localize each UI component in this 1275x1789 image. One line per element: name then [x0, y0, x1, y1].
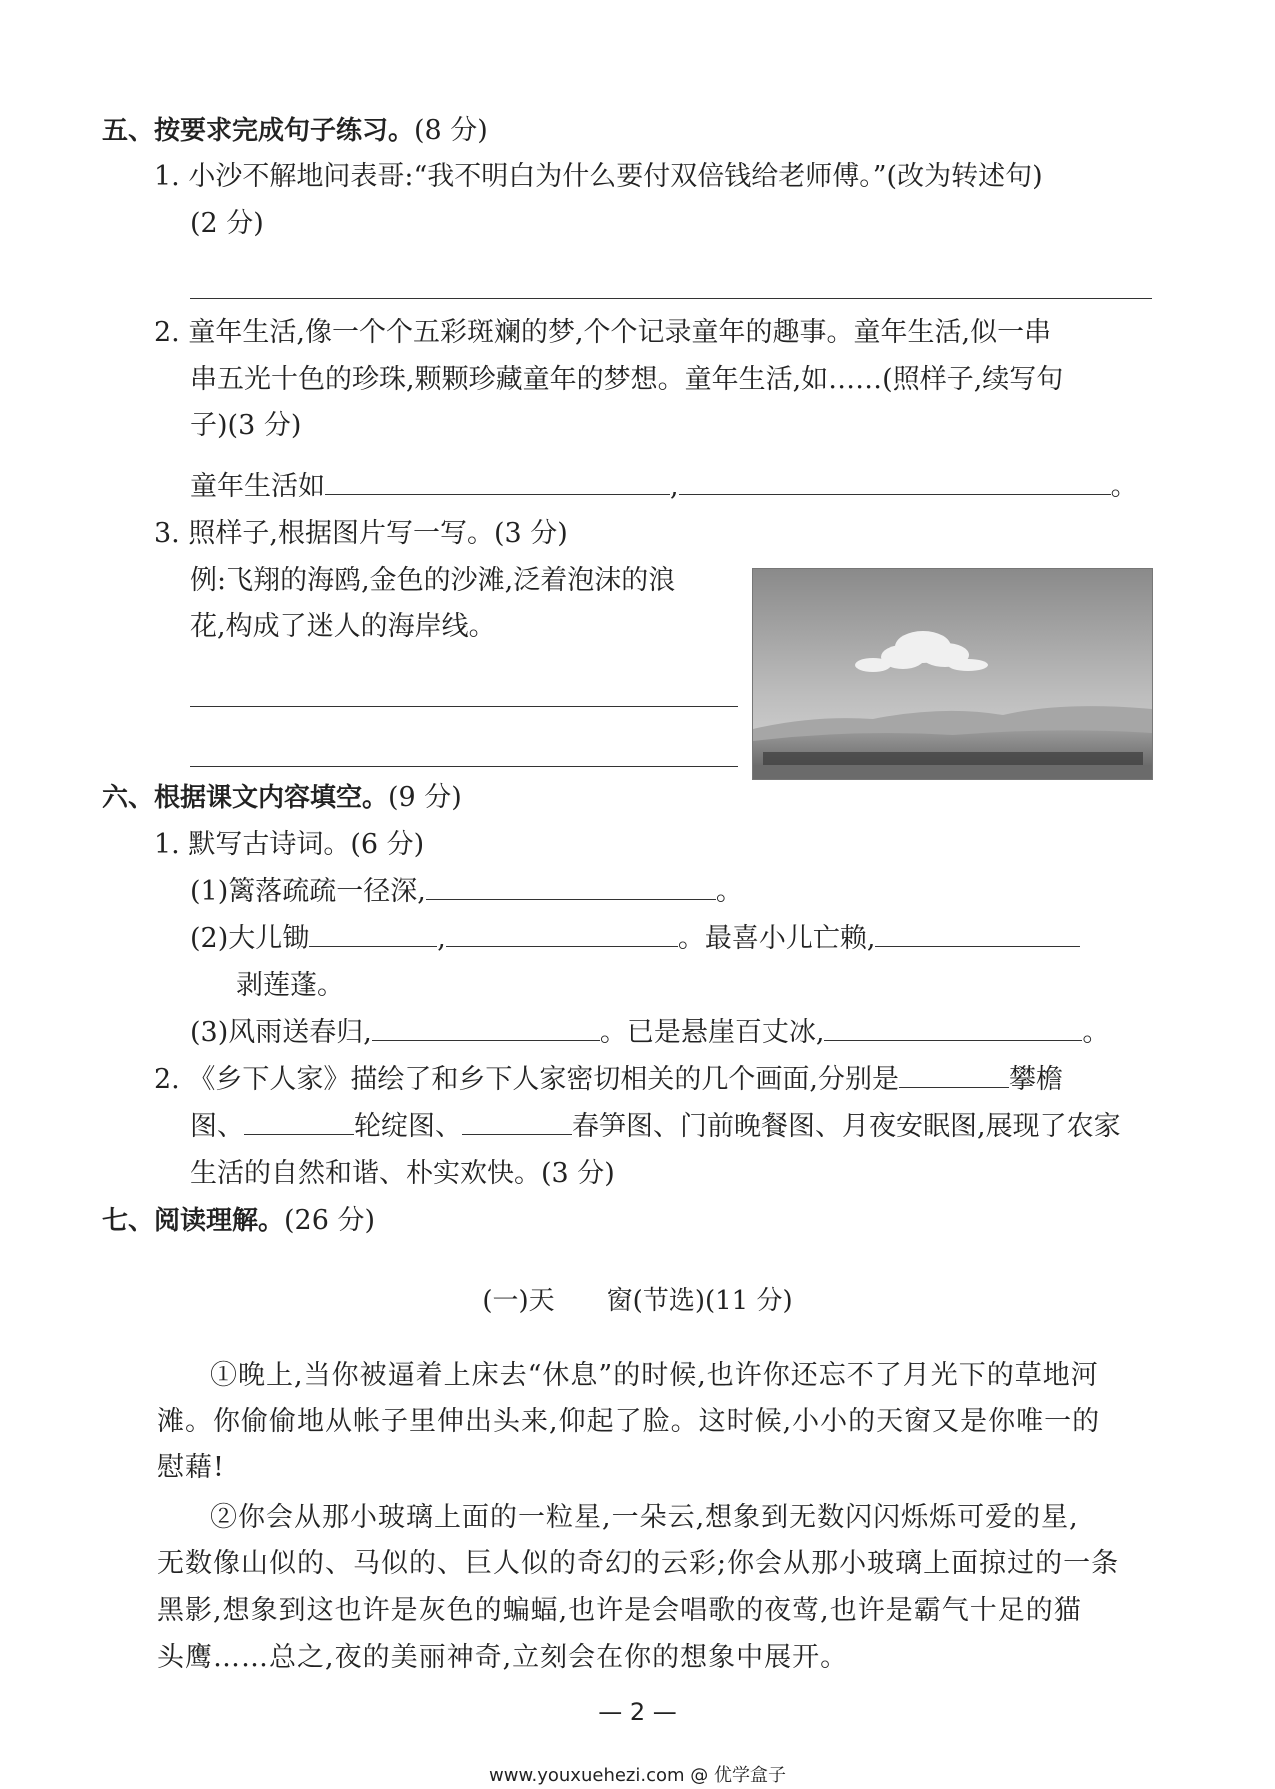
poem3-prefix: (3)风雨送春归, [190, 1017, 372, 1048]
section6-score: (9 分) [388, 782, 462, 813]
s6-q1 [154, 827, 424, 863]
s6-q2-line3: 生活的自然和谐、朴实欢快。(3 分) [190, 1158, 615, 1189]
s6-q1-text: 默写古诗词。(6 分) [188, 829, 425, 860]
s5-q3-num: 3. [154, 518, 180, 549]
passage-p2-line3: 黑影,想象到这也许是灰色的蝙蝠,也许是会唱歌的夜莺,也许是霸气十足的猫 [157, 1595, 1082, 1626]
page-number: — 2 — [598, 1698, 677, 1726]
s6-q2-num: 2. [154, 1064, 180, 1095]
s5-q3-example-2: 花,构成了迷人的海岸线。 [190, 611, 496, 642]
s5-q3-text: 照样子,根据图片写一写。(3 分) [188, 518, 568, 549]
s6-q2-line1 [154, 1062, 1063, 1098]
footer-watermark: www.youxuehezi.com @ 优学盒子 [489, 1765, 786, 1786]
period: 。 [1082, 1017, 1110, 1048]
s5-q2-line1 [154, 315, 1051, 351]
s5-q3-example-1: 例:飞翔的海鸥,金色的沙滩,泛着泡沫的浪 [190, 565, 676, 596]
passage-p2-line1: ②你会从那小玻璃上面的一粒星,一朵云,想象到无数闪闪烁烁可爱的星, [210, 1502, 1079, 1533]
section7-heading [102, 1203, 375, 1239]
s6-q2-text-d: 轮绽图、 [354, 1111, 462, 1142]
s5-q2-prefix: 童年生活如 [190, 471, 325, 502]
poem3-mid: 。已是悬崖百丈冰, [599, 1017, 825, 1048]
s5-q2-line2: 串五光十色的珍珠,颗颗珍藏童年的梦想。童年生活,如……(照样子,续写句 [190, 364, 1064, 395]
poem3-blank-1[interactable] [372, 1016, 600, 1041]
poem1-blank[interactable] [426, 875, 716, 900]
section6-title: 六、根据课文内容填空。 [102, 783, 389, 813]
passage-p1-line1: ①晚上,当你被逼着上床去“休息”的时候,也许你还忘不了月光下的草地河 [210, 1360, 1099, 1391]
s5-q2-text1: 童年生活,像一个个五彩斑斓的梦,个个记录童年的趣事。童年生活,似一串 [188, 317, 1052, 348]
passage-p1-line3: 慰藉! [157, 1452, 225, 1483]
s5-q1 [154, 159, 1043, 195]
s5-q3-answer-line-1[interactable] [190, 706, 738, 707]
comma: , [437, 923, 446, 954]
poem2-blank-1[interactable] [309, 922, 437, 947]
passage-title: (一)天 窗(节选)(11 分) [482, 1286, 793, 1316]
s5-q3 [154, 516, 568, 552]
landscape-image [753, 569, 1152, 779]
s6-q2-text-e: 春笋图、门前晚餐图、月夜安眠图,展现了农家 [572, 1111, 1121, 1142]
s5-q1-score: (2 分) [190, 208, 264, 239]
poem2-mid: 。最喜小儿亡赖, [677, 923, 876, 954]
section5-title: 五、按要求完成句子练习。 [102, 116, 415, 146]
passage-p2-line2: 无数像山似的、马似的、巨人似的奇幻的云彩;你会从那小玻璃上面掠过的一条 [157, 1548, 1120, 1579]
s6-q2-blank-3[interactable] [462, 1110, 572, 1135]
period: 。 [715, 876, 743, 907]
poem1-prefix: (1)篱落疏疏一径深, [190, 876, 426, 907]
comma: , [670, 471, 679, 502]
s5-q1-num: 1. [154, 161, 180, 192]
section7-score: (26 分) [284, 1205, 376, 1236]
s6-q1-poem1 [190, 874, 743, 910]
grassland-photo [752, 568, 1153, 780]
s6-q1-poem2-cont: 剥莲蓬。 [236, 970, 344, 1001]
poem3-blank-2[interactable] [824, 1016, 1082, 1041]
section7-title: 七、阅读理解。 [102, 1206, 285, 1236]
s6-q2-text-b: 攀檐 [1008, 1064, 1063, 1095]
s6-q2-text-a: 《乡下人家》描绘了和乡下人家密切相关的几个画面,分别是 [188, 1064, 899, 1095]
poem2-blank-2[interactable] [446, 922, 678, 947]
passage-p2-line4: 头鹰……总之,夜的美丽神奇,立刻会在你的想象中展开。 [157, 1642, 849, 1673]
s6-q2-text-c: 图、 [190, 1111, 244, 1142]
s5-q2-num: 2. [154, 317, 180, 348]
s5-q3-answer-line-2[interactable] [190, 766, 738, 767]
period: 。 [1110, 471, 1138, 502]
poem2-blank-3[interactable] [875, 922, 1080, 947]
s5-q2-blank-1[interactable] [325, 470, 670, 495]
s5-q1-answer-line[interactable] [190, 298, 1152, 299]
s5-q2-answer [190, 469, 1138, 505]
passage-p1-line2: 滩。你偷偷地从帐子里伸出头来,仰起了脸。这时候,小小的天窗又是你唯一的 [157, 1406, 1101, 1437]
section6-heading [102, 780, 462, 816]
s6-q2-line2 [190, 1109, 1121, 1145]
s6-q2-blank-2[interactable] [244, 1110, 354, 1135]
s5-q2-blank-2[interactable] [679, 470, 1111, 495]
s5-q1-text: 小沙不解地问表哥:“我不明白为什么要付双倍钱给老师傅。”(改为转述句) [188, 161, 1043, 192]
poem2-prefix: (2)大儿锄 [190, 923, 310, 954]
s6-q1-poem3 [190, 1015, 1109, 1051]
s5-q2-line3: 子)(3 分) [190, 410, 302, 441]
s6-q2-blank-1[interactable] [899, 1063, 1009, 1088]
s6-q1-num: 1. [154, 829, 180, 860]
section5-heading [102, 113, 488, 149]
s6-q1-poem2 [190, 921, 1080, 957]
section5-score: (8 分) [414, 115, 488, 146]
